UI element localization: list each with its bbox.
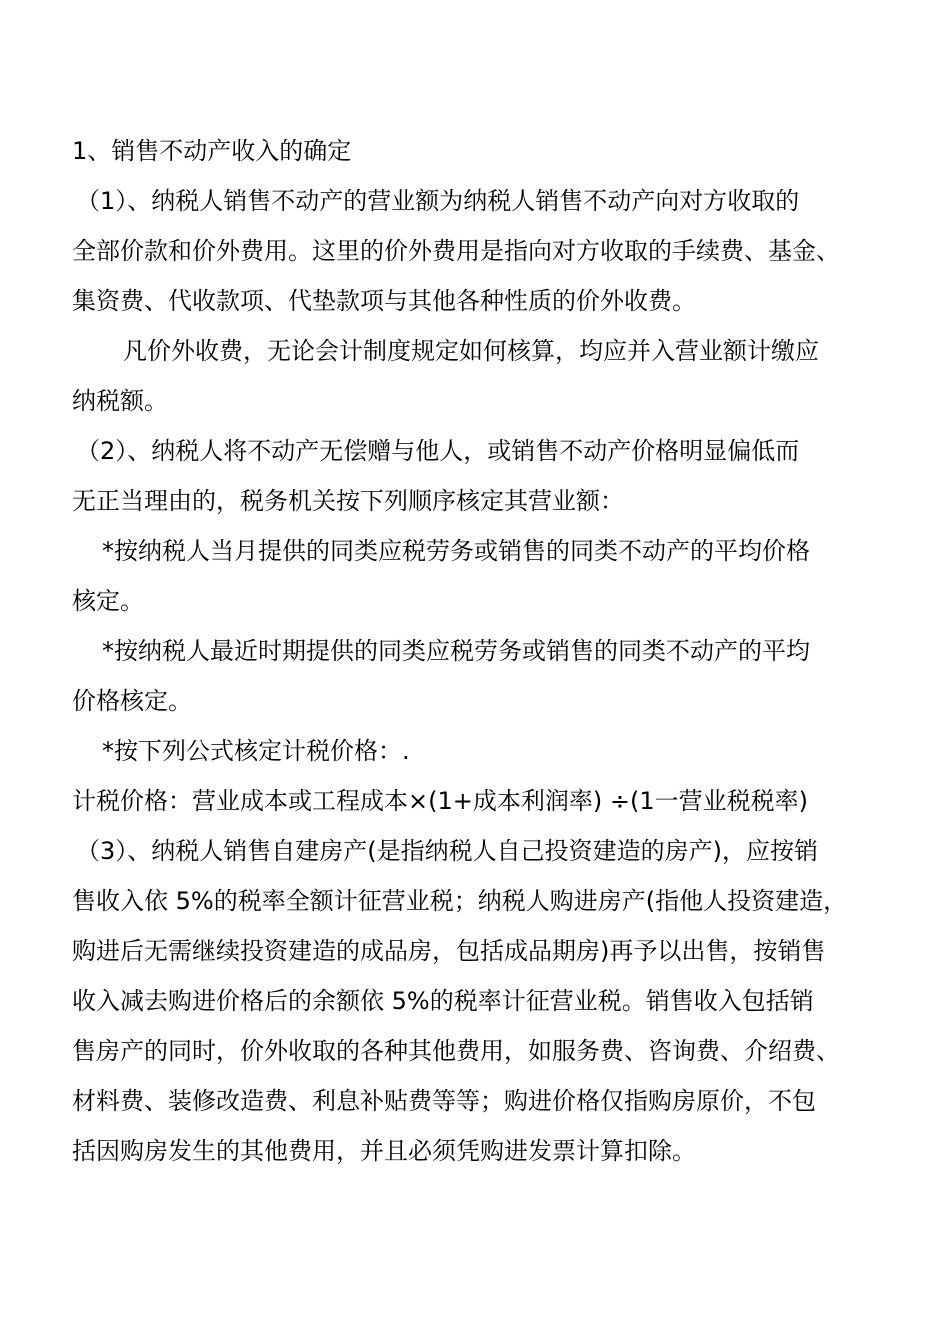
section-heading: 1、销售不动产收入的确定 <box>72 137 352 165</box>
paragraph-line: 无正当理由的，税务机关按下列顺序核定其营业额： <box>72 487 624 515</box>
paragraph-line: 售房产的同时，价外收取的各种其他费用，如服务费、咨询费、介绍费、 <box>72 1037 840 1065</box>
bullet-line: *按下列公式核定计税价格：. <box>102 737 410 765</box>
paragraph-line: 收入减去购进价格后的余额依 5%的税率计征营业税。销售收入包括销 <box>72 987 814 1015</box>
paragraph-line: 凡价外收费，无论会计制度规定如何核算，均应并入营业额计缴应 <box>123 337 819 365</box>
paragraph-line: 括因购房发生的其他费用，并且必须凭购进发票计算扣除。 <box>72 1137 696 1165</box>
paragraph-line: 集资费、代收款项、代垫款项与其他各种性质的价外收费。 <box>72 287 696 315</box>
paragraph-line: 全部价款和价外费用。这里的价外费用是指向对方收取的手续费、基金、 <box>72 237 840 265</box>
formula-line: 计税价格：营业成本或工程成本×(1+成本利润率) ÷(1一营业税税率) <box>72 787 808 815</box>
paragraph-line: 纳税额。 <box>72 387 168 415</box>
bullet-line: *按纳税人最近时期提供的同类应税劳务或销售的同类不动产的平均 <box>102 637 810 665</box>
paragraph-line: 材料费、装修改造费、利息补贴费等等；购进价格仅指购房原价，不包 <box>72 1087 816 1115</box>
paragraph-line: （3）、纳税人销售自建房产(是指纳税人自己投资建造的房产)，应按销 <box>76 837 818 865</box>
paragraph-line: 购进后无需继续投资建造的成品房，包括成品期房)再予以出售，按销售 <box>72 937 826 965</box>
paragraph-line: （1）、纳税人销售不动产的营业额为纳税人销售不动产向对方收取的 <box>76 187 800 215</box>
paragraph-line: 价格核定。 <box>72 687 192 715</box>
paragraph-line: 核定。 <box>72 587 144 615</box>
paragraph-line: （2）、纳税人将不动产无偿赠与他人，或销售不动产价格明显偏低而 <box>76 437 800 465</box>
paragraph-line: 售收入依 5%的税率全额计征营业税；纳税人购进房产(指他人投资建造， <box>72 887 848 915</box>
bullet-line: *按纳税人当月提供的同类应税劳务或销售的同类不动产的平均价格 <box>102 537 810 565</box>
